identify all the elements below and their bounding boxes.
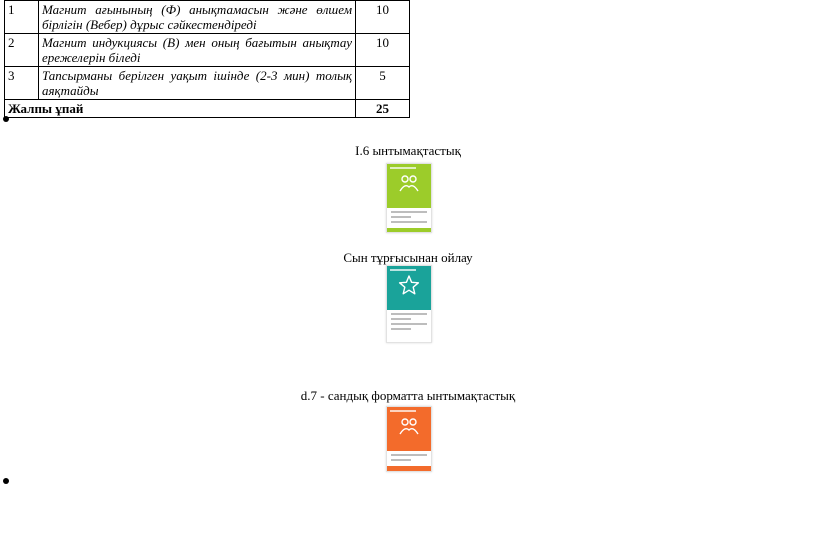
criterion-points: 10 [356,34,410,67]
bullet-icon [3,478,9,484]
total-label: Жалпы ұпай [5,100,356,118]
star-icon [398,274,420,296]
card-header [387,407,431,451]
section-caption: d.7 - сандық форматта ынтымақтастық [300,388,516,403]
card-header [387,164,431,208]
criterion-description: Тапсырманы берілген уақыт ішінде (2-3 мин) толық аяқтайды [39,67,356,100]
table-row [5,34,410,67]
total-row [5,100,410,118]
criterion-number: 2 [5,34,39,67]
collaboration-card [386,163,432,233]
table-row [5,67,410,100]
criterion-number: 1 [5,1,39,34]
digital-collaboration-card [386,406,432,472]
section-caption: І.6 ынтымақтастық [355,143,461,158]
criterion-points: 10 [356,1,410,34]
card-header [387,266,431,310]
criterion-description: Магнит индукциясы (В) мен оның бағытын анықтау ережелерін біледі [39,34,356,67]
critical-thinking-card [386,265,432,343]
card-footer [387,466,431,472]
people-icon [398,172,420,194]
bullet-icon [3,116,9,122]
table-row [5,1,410,34]
total-points: 25 [356,100,410,118]
people-icon [398,415,420,437]
criteria-table [4,0,410,118]
card-footer [387,228,431,233]
criterion-points: 5 [356,67,410,100]
criterion-description: Магнит ағынының (Ф) анықтамасын және өлшем бірлігін (Вебер) дұрыс сәйкестендіреді [39,1,356,34]
section-caption: Сын тұрғысынан ойлау [343,250,473,265]
criterion-number: 3 [5,67,39,100]
